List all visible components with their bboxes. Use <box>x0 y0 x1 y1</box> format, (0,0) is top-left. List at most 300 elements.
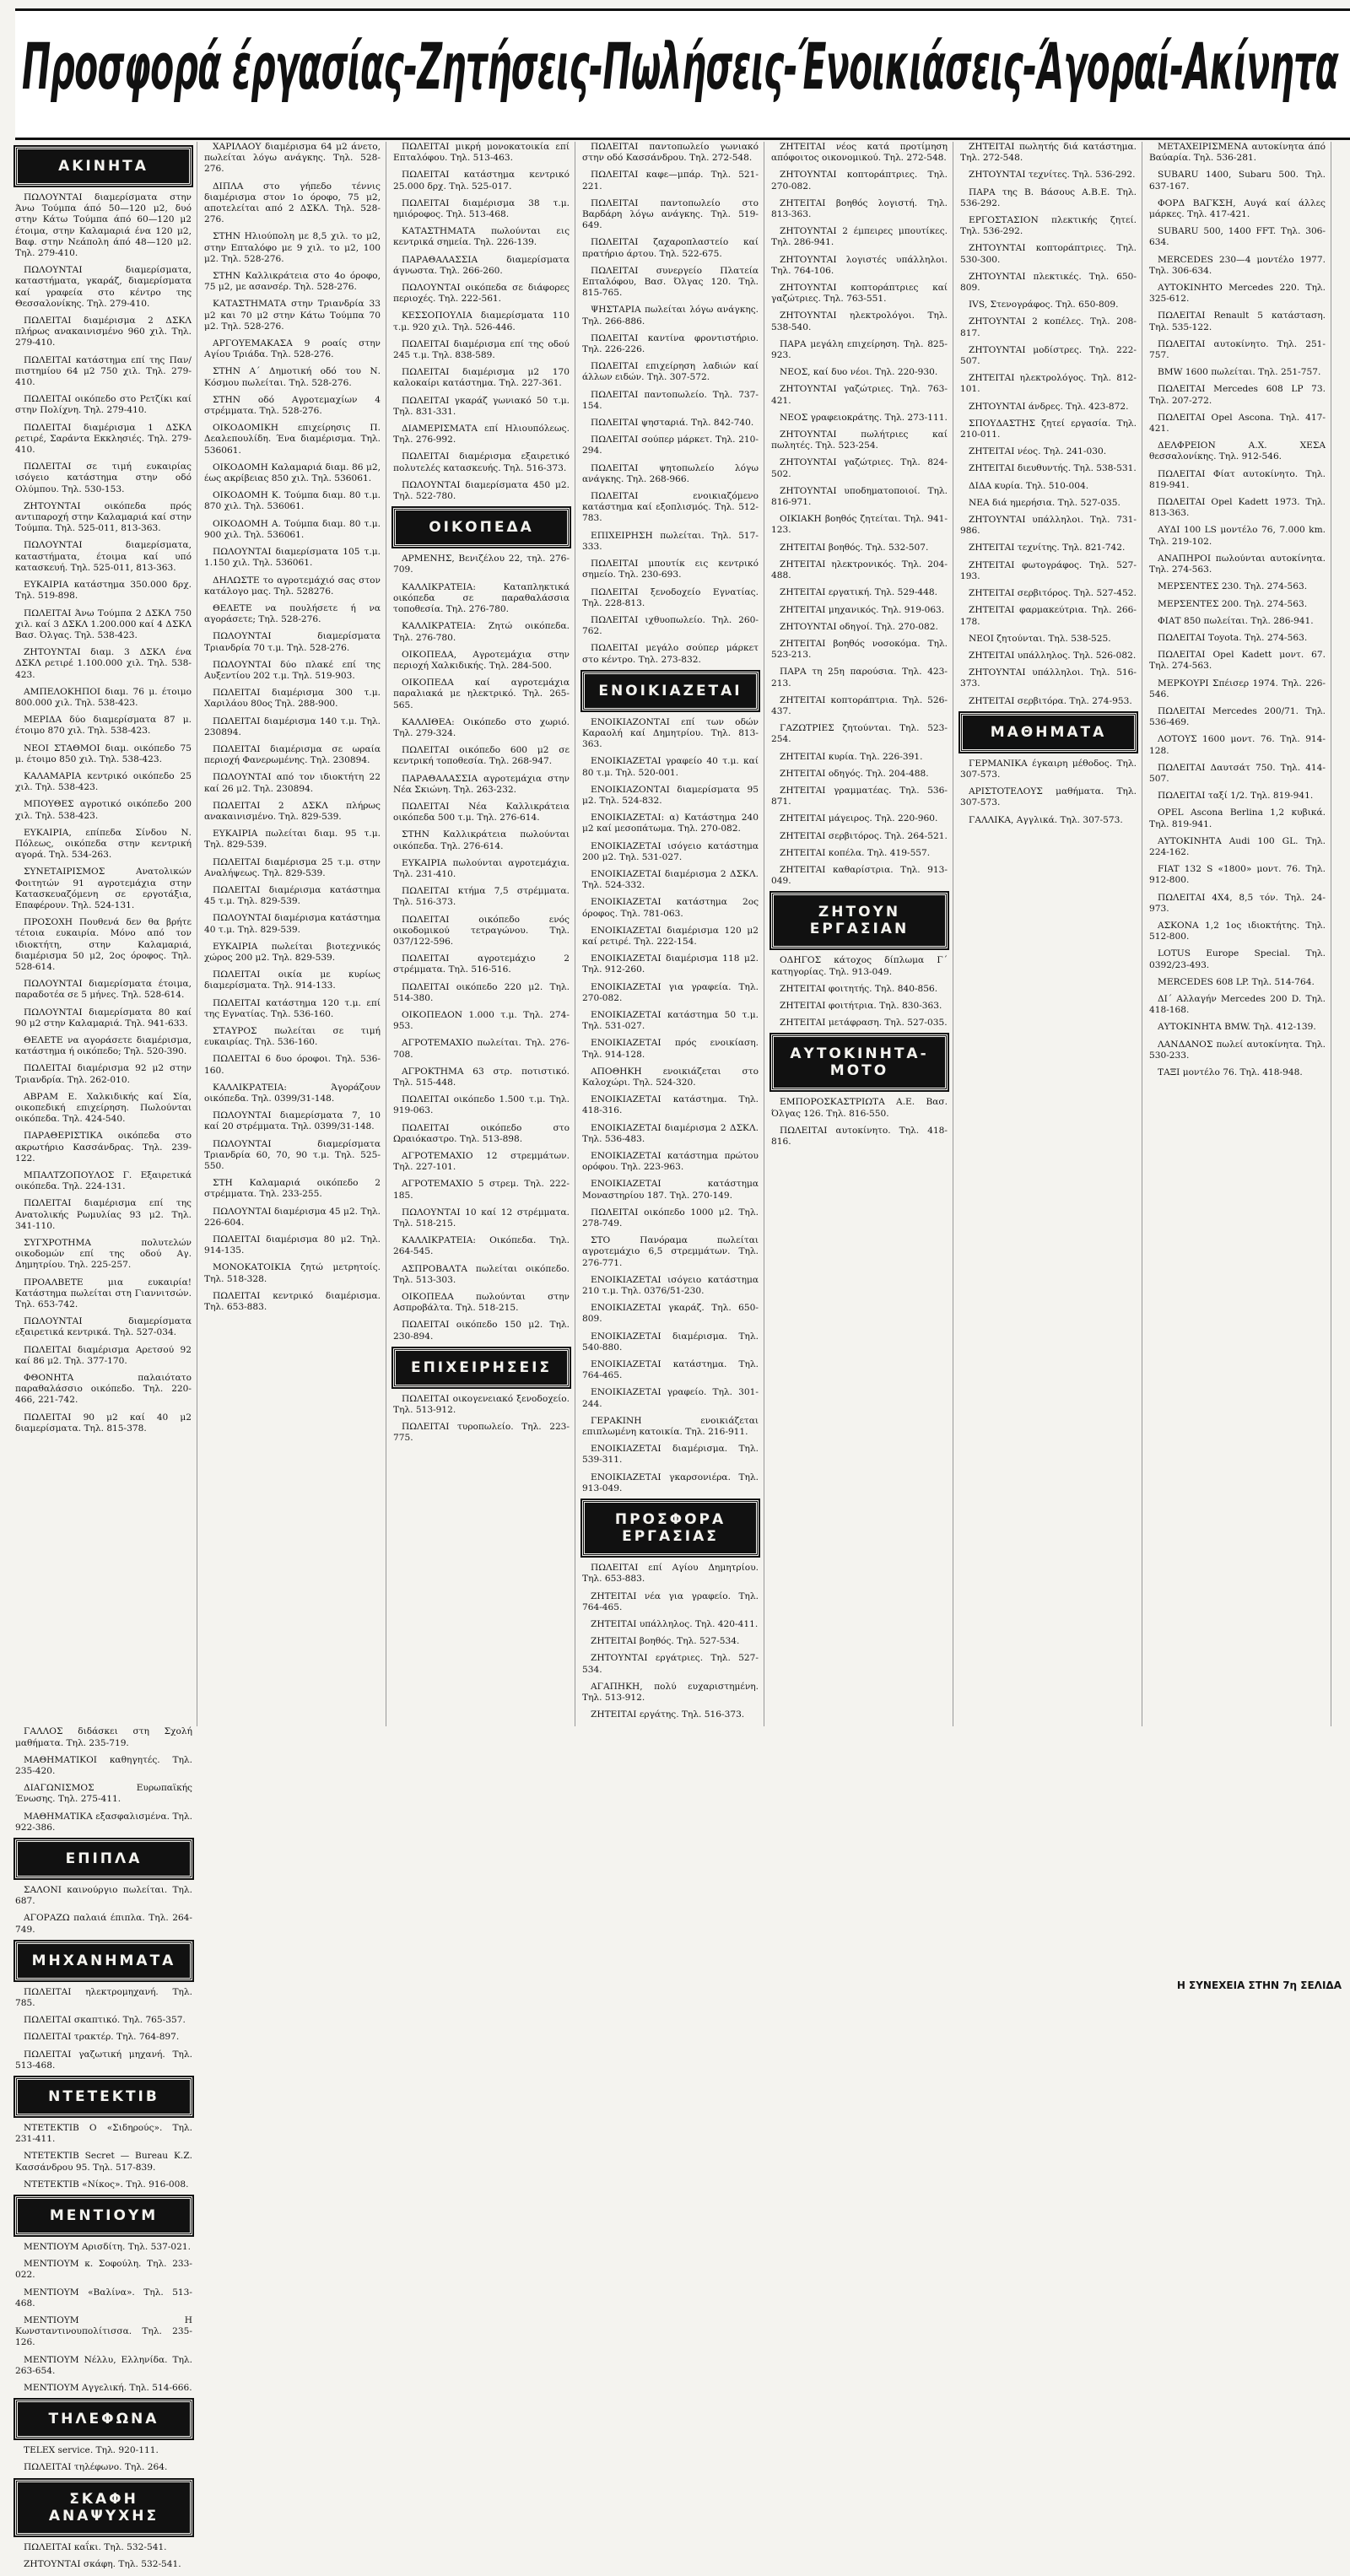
classified-ad: ΑΣΚΟΝΑ 1,2 1ος ιδιοκτήτης. Τηλ. 512-800. <box>1149 920 1326 942</box>
classified-ad: ΠΩΛΕΙΤΑΙ τρακτέρ. Τηλ. 764-897. <box>24 2032 180 2043</box>
classified-ad: ΠΩΛΕΙΤΑΙ μεγάλο σούπερ μάρκετ στο κέντρο. Τηλ. 273-832. <box>582 643 759 665</box>
classified-ad: ΠΩΛΟΥΝΤΑΙ διαμερίσματα 80 καί 90 μ2 στην Καλαμαριά. Τηλ. 941-633. <box>15 1007 192 1029</box>
classified-ad: ΠΩΛΕΙΤΑΙ διαμέρισμα 1 ΔΣΚΛ ρετιρέ, Σαράντα Εκκλησιές. Τηλ. 279-410. <box>15 422 192 456</box>
classified-ad: ΑΥΤΟΚΙΝΗΤΟ Mercedes 220. Τηλ. 325-612. <box>1149 283 1326 305</box>
classified-ad: ΠΩΛΕΙΤΑΙ διαμέρισμα σε ωραία περιοχή Φανερωμένης. Τηλ. 230894. <box>204 743 381 766</box>
classified-ad: ΟΔΗΓΟΣ κάτοχος δίπλωμα Γ΄ κατηγορίας. Τηλ. 913-049. <box>771 955 948 977</box>
classified-ad: ΖΗΤΟΥΝΤΑΙ σκάφη. Τηλ. 532-541. <box>24 2558 181 2569</box>
classified-ad: ΠΩΛΕΙΤΑΙ κατάστημα επί της Παν/πιστημίου 64 μ2 750 χιλ. Τηλ. 279-410. <box>15 354 192 388</box>
classified-ad: ΕΡΓΟΣΤΑΣΙΟΝ πλεκτικής ζητεί. Τηλ. 536-292. <box>960 215 1137 237</box>
column-1 <box>15 142 197 1726</box>
classified-ad: ΠΩΛΕΙΤΑΙ καφε—μπάρ. Τηλ. 521-221. <box>582 170 759 192</box>
classified-ad: ΠΩΛΕΙΤΑΙ καντίνα φροντιστήριο. Τηλ. 226-226. <box>582 332 759 355</box>
classified-ad: ΠΩΛΕΙΤΑΙ Opel Ascona. Τηλ. 417-421. <box>1149 412 1326 435</box>
classified-ad: ΣΤΑΥΡΟΣ πωλείται σε τιμή ευκαιρίας. Τηλ. 536-160. <box>204 1026 381 1048</box>
section-heading: ΕΠΙΧΕΙΡΗΣΕΙΣ <box>393 1348 570 1387</box>
classified-ad: ΠΩΛΕΙΤΑΙ σκαπτικό. Τηλ. 765-357. <box>24 2015 186 2026</box>
classified-ad: ΠΩΛΕΙΤΑΙ οικόπεδο στο Ωραιόκαστρο. Τηλ. 513-898. <box>393 1122 570 1144</box>
classified-ad: ΠΑΡΑ μεγάλη επιχείρηση. Τηλ. 825-923. <box>771 338 948 361</box>
classified-ad: ΖΗΤΕΙΤΑΙ σερβιτόρα. Τηλ. 274-953. <box>969 695 1132 706</box>
classified-ad: ΖΗΤΟΥΝΤΑΙ διαμ. 3 ΔΣΚΛ ένα ΔΣΚΛ ρετιρέ 1.100.000 χιλ. Τηλ. 538-423. <box>15 647 192 680</box>
classified-ad: ΟΙΚΟΠΕΔΑ καί αγροτεμάχια παραλιακά με ηλεκτρικό. Τηλ. 265-565. <box>393 678 570 710</box>
section-heading: ΠΡΟΣΦΟΡΑ ΕΡΓΑΣΙΑΣ <box>582 1500 759 1556</box>
column-6 <box>960 142 1142 1726</box>
classified-ad: ΔΙΔΑ κυρία. Τηλ. 510-004. <box>969 480 1089 491</box>
classified-ad: ΖΗΤΟΥΝΤΑΙ ηλεκτρολόγοι. Τηλ. 538-540. <box>771 311 948 332</box>
classified-ad: ΠΑΡΑΘΑΛΑΣΣΙΑ διαμερίσματα άγνωστα. Τηλ. 266-260. <box>393 254 570 276</box>
classified-ad: ΣΥΓΧΡΟΤΗΜΑ πολυτελών οικοδομών επί της οδού Αγ. Δημητρίου. Τηλ. 225-257. <box>15 1238 192 1271</box>
classified-ad: ΖΗΤΟΥΝΤΑΙ λογιστές υπάλληλοι. Τηλ. 764-106. <box>771 254 948 276</box>
classified-ad: ΚΑΛΛΙΘΕΑ: Οικόπεδο στο χωριό. Τηλ. 279-324. <box>393 716 570 738</box>
classified-ad: ΚΕΣΣΟΠΟΥΛΙΑ διαμερίσματα 110 τ.μ. 920 χιλ. Τηλ. 526-446. <box>393 311 570 332</box>
classified-ad: ΠΩΛΕΙΤΑΙ οικόπεδο στο Ρετζίκι καί στην Πολίχνη. Τηλ. 279-410. <box>15 394 192 416</box>
section-heading: ΜΑΘΗΜΑΤΑ <box>960 713 1137 752</box>
classified-ad: ΠΩΛΕΙΤΑΙ διαμέρισμα Αρετσού 92 καί 86 μ2. Τηλ. 377-170. <box>15 1344 192 1366</box>
classified-ad: ΖΗΤΟΥΝΤΑΙ πλεκτικές. Τηλ. 650-809. <box>960 271 1137 294</box>
classified-ad: ΠΩΛΕΙΤΑΙ διαμέρισμα 300 τ.μ. Χαριλάου 80ος Τηλ. 288-900. <box>204 688 381 710</box>
column-8 <box>15 1726 197 2576</box>
classified-ad: ΠΩΛΟΥΝΤΑΙ οικόπεδα σε διάφορες περιοχές. Τηλ. 222-561. <box>393 283 570 305</box>
classified-ad: ΠΩΛΕΙΤΑΙ παντοπωλείο γωνιακό στην οδό Κασσάνδρου. Τηλ. 272-548. <box>582 142 759 164</box>
classified-ad: ΚΑΛΛΙΚΡΑΤΕΙΑ: Άγοράζουν οικόπεδα. Τηλ. 0399/31-148. <box>204 1082 381 1104</box>
classified-ad: ΠΩΛΕΙΤΑΙ παντοπωλείο στο Βαρδάρη λόγω ανάγκης. Τηλ. 519-649. <box>582 197 759 231</box>
classified-ad: ΑΝΑΠΗΡΟΙ πωλούνται αυτοκίνητα. Τηλ. 274-563. <box>1149 553 1326 575</box>
classified-ad: ΠΩΛΕΙΤΑΙ Mercedes 608 LP 73. Τηλ. 207-272. <box>1149 384 1326 406</box>
section-heading: ΤΗΛΕΦΩΝΑ <box>15 2400 192 2438</box>
classified-ad: ΠΩΛΟΥΝΤΑΙ διαμερίσματα στην Άνω Τούμπα άπό 50—120 μ2, δυό στην Κάτω Τούμπα άπό 60—120 μ2 έτοιμα, στην Καλαμαριά ένα 120 μ2, Βαφ. στην Νεάπολη άπό 48—120 μ2. Τηλ. 279-410. <box>15 192 192 259</box>
classified-ad: ΕΝΟΙΚΙΑΖΕΤΑΙ γκαράζ. Τηλ. 650-809. <box>582 1303 759 1325</box>
classified-ad: ΕΝΟΙΚΙΑΖΕΤΑΙ κατάστημα πρώτου ορόφου. Τηλ. 223-963. <box>582 1151 759 1173</box>
classified-ad: ΕΝΟΙΚΙΑΖΕΤΑΙ διαμέρισμα 120 μ2 καί ρετιρέ. Τηλ. 222-154. <box>582 925 759 947</box>
classified-ad: ΠΩΛΟΥΝΤΑΙ δύο πλακέ επί της Αυξεντίου 202 τ.μ. Τηλ. 519-903. <box>204 659 381 681</box>
classified-ad: ΔΕΛΦΡΕΙΟΝ Α.Χ. ΧΕΣΑ θεσσαλονίκης. Τηλ. 912-546. <box>1149 440 1326 462</box>
classified-ad: ΖΗΤΕΙΤΑΙ υπάλληλος. Τηλ. 420-411. <box>591 1618 759 1629</box>
classified-ad: ΧΑΡΙΛΑΟΥ διαμέρισμα 64 μ2 άνετο, πωλείται λόγω ανάγκης. Τηλ. 528-276. <box>204 142 381 175</box>
classified-ad: ΠΩΛΕΙΤΑΙ κατάστημα 120 τ.μ. επί της Εγνατίας. Τηλ. 536-160. <box>204 997 381 1019</box>
classified-ad: ΜΕΝΤΙΟΥΜ Νέλλυ, Ελληνίδα. Τηλ. 263-654. <box>15 2354 192 2376</box>
classified-ad: ΖΗΤΟΥΝΤΑΙ πωλήτριες καί πωλητές. Τηλ. 523-254. <box>771 429 948 451</box>
classified-ad: ΠΩΛΕΙΤΑΙ ψησταριά. Τηλ. 842-740. <box>591 418 754 429</box>
classified-ad: ΔΙΑΓΩΝΙΣΜΟΣ Ευρωπαϊκής Ένωσης. Τηλ. 275-411. <box>15 1783 192 1805</box>
classified-ad: ΖΗΤΕΙΤΑΙ διευθυντής. Τηλ. 538-531. <box>969 463 1137 474</box>
classified-ad: ΖΗΤΟΥΝΤΑΙ οδηγοί. Τηλ. 270-082. <box>780 621 938 632</box>
classified-ad: ΠΑΡΑΘΕΡΙΣΤΙΚΑ οικόπεδα στο ακρωτήριο Κασσάνδρας. Τηλ. 239-122. <box>15 1131 192 1164</box>
classified-ad: ΕΝΟΙΚΙΑΖΕΤΑΙ γκαρσονιέρα. Τηλ. 913-049. <box>582 1472 759 1493</box>
classified-ad: ΠΩΛΕΙΤΑΙ διαμέρισμα 38 τ.μ. ημιόροφος. Τηλ. 513-468. <box>393 197 570 220</box>
classified-ad: ΑΡΜΕΝΗΣ, Βενιζέλου 22, τηλ. 276-709. <box>393 554 570 575</box>
classified-ad: ΜΕΝΤΙΟΥΜ Αρισδίτη. Τηλ. 537-021. <box>24 2242 191 2252</box>
classified-ad: ΖΗΤΕΙΤΑΙ τεχνίτης. Τηλ. 821-742. <box>969 543 1126 554</box>
classified-ad: ΜΕΡΙΔΑ δύο διαμερίσματα 87 μ. έτοιμο 870 χιλ. Τηλ. 538-423. <box>15 715 192 737</box>
classified-ad: ΠΩΛΟΥΝΤΑΙ από τον ιδιοκτήτη 22 καί 26 μ2. Τηλ. 230894. <box>204 772 381 794</box>
classified-ad: ΜΠΟΥΘΕΣ αγροτικό οικόπεδο 200 χιλ. Τηλ. 538-423. <box>15 799 192 821</box>
classified-ad: ΠΩΛΕΙΤΑΙ διαμέρισμα μ2 170 καλοκαίρι κατάστημα. Τηλ. 227-361. <box>393 367 570 389</box>
classified-ad: ΠΩΛΕΙΤΑΙ διαμέρισμα 2 ΔΣΚΛ πλήρως ανακαινισμένο 960 χιλ. Τηλ. 279-410. <box>15 316 192 348</box>
classified-ad: ΠΩΛΟΥΝΤΑΙ διαμερίσματα 7, 10 καί 20 στρέμματα. Τηλ. 0399/31-148. <box>204 1110 381 1132</box>
classified-ad: ΖΗΤΕΙΤΑΙ φοιτητής. Τηλ. 840-856. <box>780 983 938 994</box>
classified-ad: ΠΩΛΕΙΤΑΙ παντοπωλείο. Τηλ. 737-154. <box>582 389 759 411</box>
classified-ad: ΖΗΤΕΙΤΑΙ βοηθός. Τηλ. 527-534. <box>591 1636 740 1647</box>
classified-ad: ΖΗΤΟΥΝΤΑΙ άνδρες. Τηλ. 423-872. <box>969 401 1129 412</box>
classified-ad: ΔΙΠΛΑ στο γήπεδο τέννις διαμέρισμα στον 1ο όροφο, 75 μ2, αποτελείται από 2 ΔΣΚΛ. Τηλ. 528-276. <box>204 181 381 225</box>
classified-ad: ΖΗΤΕΙΤΑΙ εργατική. Τηλ. 529-448. <box>780 587 938 598</box>
classified-ad: ΠΩΛΟΥΝΤΑΙ διαμερίσματα 105 τ.μ. 1.150 χιλ. Τηλ. 536061. <box>204 547 381 569</box>
classified-ad: ΕΜΠΟΡΟΣΚΑΣΤΡΙΩΤΑ Α.Ε. Βασ. Όλγας 126. Τηλ. 816-550. <box>771 1097 948 1119</box>
classified-ad: ΖΗΤΕΙΤΑΙ κυρία. Τηλ. 226-391. <box>780 751 923 762</box>
classified-ad: SUBARU 500, 1400 FFT. Τηλ. 306-634. <box>1149 226 1326 248</box>
classified-ad: ΜΕΝΤΙΟΥΜ Αγγελική. Τηλ. 514-666. <box>24 2383 192 2394</box>
classified-ad: ΠΩΛΕΙΤΑΙ Δαυτσάτ 750. Τηλ. 414-507. <box>1149 762 1326 784</box>
classified-ad: ΠΩΛΟΥΝΤΑΙ διαμέρισμα κατάστημα 40 τ.μ. Τηλ. 829-539. <box>204 913 381 935</box>
classified-ad: ΖΗΤΕΙΤΑΙ βοηθός νοσοκόμα. Τηλ. 523-213. <box>771 638 948 661</box>
classified-ad: ΠΩΛΕΙΤΑΙ σε τιμή ευκαιρίας ισόγειο κατάστημα στην οδό Ολύμπου. Τηλ. 530-153. <box>15 462 192 494</box>
classified-ad: ΙVS, Στενογράφος. Τηλ. 650-809. <box>969 300 1119 311</box>
classified-ad: ΠΩΛΕΙΤΑΙ καΐκι. Τηλ. 532-541. <box>24 2541 167 2552</box>
classified-ad: ΚΑΛΛΙΚΡΑΤΕΙΑ: Ζητώ οικόπεδα. Τηλ. 276-780. <box>393 621 570 643</box>
classified-ad: ΠΩΛΕΙΤΑΙ οικογενειακό ξενοδοχείο. Τηλ. 513-912. <box>393 1393 570 1416</box>
section-heading: ΜΕΝΤΙΟΥΜ <box>15 2196 192 2235</box>
classified-ad: ΚΑΤΑΣΤΗΜΑΤΑ στην Τριανδρία 33 μ2 και 70 μ2 στην Κάτω Τούμπα 70 μ2. Τηλ. 528-276. <box>204 299 381 332</box>
classified-ad: ΟΙΚΟΔΟΜΗ Κ. Τούμπα διαμ. 80 τ.μ. 870 χιλ. Τηλ. 536061. <box>204 490 381 512</box>
classified-ad: ΕΝΟΙΚΙΑΖΟΝΤΑΙ διαμερίσματα 95 μ2. Τηλ. 524-832. <box>582 784 759 806</box>
page-title: Προσφορά έργασίας-Ζητήσεις-Πωλήσεις-Ένοικιάσεις-Άγοραί-Ακίνητα <box>22 30 1338 105</box>
classified-ad: ΟΙΚΟΔΟΜΗ Α. Τούμπα διαμ. 80 τ.μ. 900 χιλ. Τηλ. 536061. <box>204 518 381 540</box>
classified-ad: ΖΗΤΟΥΝΤΑΙ 2 έμπειρες μπουτίκες. Τηλ. 286-941. <box>771 226 948 248</box>
classified-ad: ΑΥΤΟΚΙΝΗΤΑ Audi 100 GL. Τηλ. 224-162. <box>1149 835 1326 857</box>
classified-ad: ΠΩΛΟΥΝΤΑΙ διαμέρισμα 45 μ2. Τηλ. 226-604. <box>204 1206 381 1228</box>
classified-ad: ΕΥΚΑΙΡΙΑ πωλούνται αγροτεμάχια. Τηλ. 231-410. <box>393 857 570 879</box>
classified-ad: ΚΑΛΛΙΚΡΑΤΕΙΑ: Καταπληκτικά οικόπεδα σε παραθαλάσσια τοποθεσία. Τηλ. 276-780. <box>393 581 570 615</box>
classified-ad: ΠΩΛΕΙΤΑΙ διαμέρισμα εξαιρετικό πολυτελές κατασκευής. Τηλ. 516-373. <box>393 451 570 473</box>
classified-ad: ΠΩΛΕΙΤΑΙ Νέα Καλλικράτεια οικόπεδα 500 τ.μ. Τηλ. 276-614. <box>393 801 570 824</box>
classified-ad: ΣΤΗ Καλαμαριά οικόπεδο 2 στρέμματα. Τηλ. 233-255. <box>204 1178 381 1200</box>
classified-ad: ΚΑΛΑΜΑΡΙΑ κεντρικό οικόπεδο 25 χιλ. Τηλ. 538-423. <box>15 770 192 793</box>
classified-ad: ΑΓΡΟΤΕΜΑΧΙΟ 12 στρεμμάτων. Τηλ. 227-101. <box>393 1151 570 1173</box>
classified-ad: ΠΩΛΕΙΤΑΙ διαμέρισμα επί της Ανατολικής Ρωμυλίας 93 μ2. Τηλ. 341-110. <box>15 1198 192 1231</box>
classified-ad: ΕΝΟΙΚΙΑΖΕΤΑΙ πρός ενοικίαση. Τηλ. 914-128. <box>582 1038 759 1060</box>
classified-ad: ΖΗΤΟΥΝΤΑΙ υποδηματοποιοί. Τηλ. 816-971. <box>771 485 948 508</box>
classified-ad: ΠΩΛΕΙΤΑΙ Mercedes 200/71. Τηλ. 536-469. <box>1149 705 1326 728</box>
classified-ad: ΠΩΛΕΙΤΑΙ κεντρικό διαμέρισμα. Τηλ. 653-883. <box>204 1290 381 1313</box>
classified-ad: ΠΩΛΕΙΤΑΙ διαμέρισμα 25 τ.μ. στην Αναλήψεως. Τηλ. 829-539. <box>204 856 381 878</box>
classified-ad: ΠΡΟΑΛΒΕΤΕ μια ευκαιρία! Κατάστημα πωλείται στη Γιαννιτσών. Τηλ. 653-742. <box>15 1277 192 1310</box>
classified-ad: ΠΑΡΑΘΑΛΑΣΣΙΑ αγροτεμάχια στην Νέα Σκιώνη. Τηλ. 263-232. <box>393 773 570 795</box>
classified-ad: ΠΩΛΕΙΤΑΙ διαμέρισμα κατάστημα 45 τ.μ. Τηλ. 829-539. <box>204 884 381 907</box>
classified-ad: ΔΗΛΩΣΤΕ το αγροτεμάχιό σας στον κατάλογο μας. Τηλ. 528276. <box>204 575 381 597</box>
classified-ad: ΖΗΤΕΙΤΑΙ καθαρίστρια. Τηλ. 913-049. <box>771 864 948 887</box>
classified-ad: ΕΝΟΙΚΙΑΖΕΤΑΙ κατάστημα 2ος όροφος. Τηλ. 781-063. <box>582 897 759 919</box>
classified-ad: ΘΕΛΕΤΕ να πουλήσετε ή να αγοράσετε; Τηλ. 528-276. <box>204 602 381 625</box>
classified-ad: ΓΑΖΩΤΡΙΕΣ ζητούνται. Τηλ. 523-254. <box>771 723 948 745</box>
classified-ad: ΖΗΤΕΙΤΑΙ κοπτοράπτρια. Τηλ. 526-437. <box>771 694 948 716</box>
classified-ad: ΖΗΤΟΥΝΤΑΙ κοπτοράπτριες καί γαζώτριες. Τηλ. 763-551. <box>771 283 948 305</box>
classified-ad: ΝΤΕΤΕΚΤΙΒ «Νίκος». Τηλ. 916-008. <box>24 2179 189 2190</box>
classified-ad: ΖΗΤΟΥΝΤΑΙ 2 κοπέλες. Τηλ. 208-817. <box>960 316 1137 338</box>
classified-ad: ΠΩΛΕΙΤΑΙ οικία με κυρίως διαμερίσματα. Τηλ. 914-133. <box>204 969 381 991</box>
classified-ad: ΖΗΤΕΙΤΑΙ φωτογράφος. Τηλ. 527-193. <box>960 559 1137 581</box>
classified-ad: ΔΙ΄ Αλλαγήν Mercedes 200 D. Τηλ. 418-168. <box>1149 993 1326 1016</box>
classified-ad: ΝΕΟΣ γραφειοκράτης. Τηλ. 273-111. <box>780 412 948 423</box>
classified-ad: ΚΑΛΛΙΚΡΑΤΕΙΑ: Οικόπεδα. Τηλ. 264-545. <box>393 1235 570 1257</box>
section-heading: ΜΗΧΑΝΗΜΑΤΑ <box>15 1941 192 1980</box>
classified-ad: ΕΥΚΑΙΡΙΑ πωλείται βιοτεχνικός χώρος 200 μ2. Τηλ. 829-539. <box>204 941 381 963</box>
classified-ad: ΑΡΙΣΤΟΤΕΛΟΥΣ μαθήματα. Τηλ. 307-573. <box>960 786 1137 808</box>
classified-ad: ΝΕΑ διά ημερήσια. Τηλ. 527-035. <box>969 497 1120 508</box>
classified-ad: ΜΕΤΑΧΕΙΡΙΣΜΕΝΑ αυτοκίνητα άπό Βαύαρία. Τηλ. 536-281. <box>1149 142 1326 164</box>
section-heading: ΑΚΙΝΗΤΑ <box>15 147 192 186</box>
classified-ad: ΖΗΤΕΙΤΑΙ βοηθός. Τηλ. 532-507. <box>780 542 929 553</box>
classified-ad: ΑΠΟΘΗΚΗ ενοικιάζεται στο Καλοχώρι. Τηλ. 524-320. <box>582 1066 759 1088</box>
classified-ad: ΖΗΤΟΥΝΤΑΙ υπάλληλοι. Τηλ. 731-986. <box>960 515 1137 537</box>
classified-ad: ΕΝΟΙΚΙΑΖΕΤΑΙ διαμέρισμα 2 ΔΣΚΛ. Τηλ. 536-483. <box>582 1122 759 1144</box>
classified-ad: ΠΩΛΕΙΤΑΙ κατάστημα κεντρικό 25.000 δρχ. Τηλ. 525-017. <box>393 170 570 192</box>
classified-ad: ΦΘΟΝΗΤΑ παλαιότατο παραθαλάσσιο οικόπεδο. Τηλ. 220-466, 221-742. <box>15 1373 192 1406</box>
classified-ad: ΑΓΡΟΤΕΜΑΧΙΟ 5 στρεμ. Τηλ. 222-185. <box>393 1179 570 1201</box>
classified-ad: ΚΑΤΑΣΤΗΜΑΤΑ πωλούνται εις κεντρικά σημεία. Τηλ. 226-139. <box>393 226 570 248</box>
section-heading: ΕΝΟΙΚΙΑΖΕΤΑΙ <box>582 672 759 710</box>
classified-ad: ΖΗΤΕΙΤΑΙ σερβιτόρος. Τηλ. 527-452. <box>969 588 1137 599</box>
classified-ad: ΠΩΛΕΙΤΑΙ αγροτεμάχιο 2 στρέμματα. Τηλ. 516-516. <box>393 953 570 975</box>
classified-ad: ΕΝΟΙΚΙΑΖΕΤΑΙ: α) Κατάστημα 240 μ2 καί μεσοπάτωμα. Τηλ. 270-082. <box>582 813 759 834</box>
classified-ad: FIAT 132 S «1800» μοντ. 76. Τηλ. 912-800. <box>1149 864 1326 886</box>
classified-ad: ΠΩΛΕΙΤΑΙ ξενοδοχείο Εγνατίας. Τηλ. 228-813. <box>582 586 759 608</box>
classified-ad: ΠΩΛΕΙΤΑΙ διαμέρισμα 92 μ2 στην Τριανδρία. Τηλ. 262-010. <box>15 1063 192 1085</box>
classified-ad: ΠΩΛΕΙΤΑΙ 6 δυο όροφοι. Τηλ. 536-160. <box>204 1054 381 1076</box>
classified-ad: ΝΤΕΤΕΚΤΙΒ Ο «Σιδηρούς». Τηλ. 231-411. <box>15 2122 192 2145</box>
classified-ad: ΕΝΟΙΚΙΑΖΕΤΑΙ κατάστημα. Τηλ. 418-316. <box>582 1094 759 1116</box>
classified-ad: ΖΗΤΕΙΤΑΙ υπάλληλος. Τηλ. 526-082. <box>969 650 1137 661</box>
classified-ad: ΕΝΟΙΚΙΑΖΕΤΑΙ κατάστημα 50 τ.μ. Τηλ. 531-027. <box>582 1009 759 1032</box>
classified-ad: ΠΩΛΕΙΤΑΙ οικόπεδο 220 μ2. Τηλ. 514-380. <box>393 981 570 1003</box>
classified-ad: ΜΑΘΗΜΑΤΙΚΑ εξασφαλισμένα. Τηλ. 922-386. <box>15 1811 192 1833</box>
classified-ad: SUBARU 1400, Subaru 500. Τηλ. 637-167. <box>1149 170 1326 192</box>
classified-ad: ΠΩΛΕΙΤΑΙ Τoyota. Τηλ. 274-563. <box>1158 632 1308 643</box>
classified-ad: ΠΑΡΑ τη 25η παρούσια. Τηλ. 423-213. <box>771 667 948 689</box>
classified-ad: ΖΗΤΕΙΤΑΙ ηλεκτρονικός. Τηλ. 204-488. <box>771 559 948 581</box>
classified-ad: ΠΩΛΕΙΤΑΙ ψητοπωλείο λόγω ανάγκης. Τηλ. 268-966. <box>582 462 759 484</box>
classified-ad: ΕΝΟΙΚΙΑΖΕΤΑΙ διαμέρισμα 2 ΔΣΚΛ. Τηλ. 524-332. <box>582 868 759 891</box>
classified-ad: ΣΤΗΝ οδό Αγροτεμαχίων 4 στρέμματα. Τηλ. 528-276. <box>204 394 381 417</box>
classified-ad: ΜΕΡΣΕΝΤΕΣ 230. Τηλ. 274-563. <box>1158 581 1308 592</box>
classified-ad: ΕΝΟΙΚΙΑΖΕΤΑΙ διαμέρισμα. Τηλ. 540-880. <box>582 1331 759 1353</box>
classified-ad: ΑΓΟΡΑΖΩ παλαιά έπιπλα. Τηλ. 264-749. <box>15 1913 192 1935</box>
classified-ad: ΔΙΑΜΕΡΙΣΜΑΤΑ επί Ηλιουπόλεως. Τηλ. 276-992. <box>393 424 570 446</box>
classified-ad: ΖΗΤΟΥΝΤΑΙ γαζώτριες. Τηλ. 824-502. <box>771 457 948 479</box>
classified-ad: ΠΩΛΕΙΤΑΙ κτήμα 7,5 στρέμματα. Τηλ. 516-373. <box>393 886 570 908</box>
classified-ad: ΠΩΛΕΙΤΑΙ διαμέρισμα επί της οδού 245 τ.μ. Τηλ. 838-589. <box>393 338 570 361</box>
classified-ad: ΖΗΤΕΙΤΑΙ βοηθός λογιστή. Τηλ. 813-363. <box>771 197 948 220</box>
classified-ad: ΕΥΚΑΙΡΙΑ, επίπεδα Σίνδου Ν. Πόλεως, οικόπεδα στην κεντρική αγορά. Τηλ. 534-263. <box>15 827 192 861</box>
classified-ad: ΕΝΟΙΚΙΑΖΕΤΑΙ γραφείο. Τηλ. 301-244. <box>582 1387 759 1409</box>
classified-ad: ΠΩΛΕΙΤΑΙ Άνω Τούμπα 2 ΔΣΚΛ 750 χιλ. καί 3 ΔΣΚΛ 1.200.000 καί 4 ΔΣΚΛ Βασ. Όλγας. Τηλ. 538-423. <box>15 608 192 640</box>
column-7 <box>1149 142 1331 1726</box>
classified-ad: ΕΝΟΙΚΙΑΖΕΤΑΙ για γραφεία. Τηλ. 270-082. <box>582 981 759 1003</box>
classified-ad: ΣΤΟ Πανόραμα πωλείται αγροτεμάχιο 6,5 στρεμμάτων. Τηλ. 276-771. <box>582 1235 759 1268</box>
classified-ad: ΑΓΑΠΗΚΗ, πολύ ευχαριστημένη. Τηλ. 513-912. <box>582 1681 759 1703</box>
section-heading: ΟΙΚΟΠΕΔΑ <box>393 508 570 547</box>
classified-ad: ΠΩΛΟΥΝΤΑΙ διαμερίσματα, καταστήματα, γκαράζ, διαμερίσματα καί γραφεία στο κέντρο της Θεσσαλονίκης. Τηλ. 279-410. <box>15 265 192 309</box>
classified-ad: ΠΩΛΕΙΤΑΙ επί Αγίου Δημητρίου. Τηλ. 653-883. <box>582 1563 759 1585</box>
classified-ad: ΦΙΑΤ 850 πωλείται. Τηλ. 286-941. <box>1158 615 1314 626</box>
classified-ad: ΓΕΡΑΚΙΝΗ ενοικιάζεται επιπλωμένη κατοικία. Τηλ. 216-911. <box>582 1415 759 1438</box>
classified-ad: ΣΤΗΝ Καλλικράτεια πωλούνται οικόπεδα. Τηλ. 276-614. <box>393 829 570 851</box>
classified-ad: ΜΕΝΤΙΟΥΜ Η Κωνσταντινουπολίτισσα. Τηλ. 235-126. <box>15 2315 192 2348</box>
classified-ad: TELEX service. Τηλ. 920-111. <box>24 2445 159 2456</box>
classified-ad: ΑΓΡΟΤΕΜΑΧΙΟ πωλείται. Τηλ. 276-708. <box>393 1038 570 1060</box>
classified-ad: ΖΗΤΕΙΤΑΙ ηλεκτρολόγος. Τηλ. 812-101. <box>960 373 1137 395</box>
classified-ad: ΠΩΛΕΙΤΑΙ οικόπεδο 150 μ2. Τηλ. 230-894. <box>393 1320 570 1342</box>
classified-ad: ΠΩΛΟΥΝΤΑΙ διαμερίσματα Τριανδρία 70 τ.μ. Τηλ. 528-276. <box>204 631 381 653</box>
classified-ad: ΖΗΤΕΙΤΑΙ φοιτήτρια. Τηλ. 830-363. <box>780 1000 942 1011</box>
classified-ad: ΠΩΛΕΙΤΑΙ οικόπεδο 1.500 τ.μ. Τηλ. 919-063. <box>393 1094 570 1116</box>
classified-ad: ΠΩΛΕΙΤΑΙ αυτοκίνητο. Τηλ. 251-757. <box>1149 338 1326 361</box>
classified-ad: ΕΥΚΑΙΡΙΑ κατάστημα 350.000 δρχ. Τηλ. 519-898. <box>15 580 192 602</box>
classified-ad: ΑΥΤΟΚΙΝΗΤΑ BMW. Τηλ. 412-139. <box>1158 1022 1316 1033</box>
classified-ad: ΖΗΤΟΥΝΤΑΙ κοπτοράπτριες. Τηλ. 270-082. <box>771 170 948 192</box>
classified-ad: ΟΙΚΟΔΟΜΙΚΗ επιχείρησις Π. Δεαλεπουλίδη. Ένα διαμέρισμα. Τηλ. 536061. <box>204 423 381 456</box>
classified-ad: ΑΒΡΑΜ Ε. Χαλκιδικής καί Σία, οικοπεδική επιχείρηση. Πωλούνται οικόπεδα. Τηλ. 424-540. <box>15 1091 192 1125</box>
classified-ad: ΤΑΞΙ μοντέλο 76. Τηλ. 418-948. <box>1158 1067 1303 1077</box>
classified-ad: ΠΩΛΕΙΤΑΙ τυροπωλείο. Τηλ. 223-775. <box>393 1422 570 1444</box>
page-banner <box>15 8 1350 140</box>
classified-ad: ΖΗΤΕΙΤΑΙ κοπέλα. Τηλ. 419-557. <box>780 847 931 858</box>
classified-ad: ΖΗΤΕΙΤΑΙ μετάφραση. Τηλ. 527-035. <box>780 1018 948 1029</box>
column-4 <box>582 142 764 1726</box>
classified-ad: ΠΩΛΕΙΤΑΙ σούπερ μάρκετ. Τηλ. 210-294. <box>582 435 759 456</box>
classified-ad: ΠΩΛΟΥΝΤΑΙ διαμερίσματα 450 μ2. Τηλ. 522-780. <box>393 479 570 502</box>
classified-ad: ΣΤΗΝ Ηλιούπολη με 8,5 χιλ. το μ2, στην Επταλόφο με 9 χιλ. το μ2, 100 μ2. Τηλ. 528-276. <box>204 231 381 264</box>
classified-ad: ΠΩΛΕΙΤΑΙ μικρή μονοκατοικία επί Επταλόφου. Τηλ. 513-463. <box>393 142 570 164</box>
classified-ad: ΠΩΛΕΙΤΑΙ ενοικιαζόμενο κατάστημα καί εξοπλισμός. Τηλ. 512-783. <box>582 491 759 524</box>
classified-ad: ΕΠΙΧΕΙΡΗΣΗ πωλείται. Τηλ. 517-333. <box>582 530 759 552</box>
classified-ad: ΣΤΗΝ Καλλικράτεια στο 4ο όροφο, 75 μ2, με ασανσέρ. Τηλ. 528-276. <box>204 271 381 293</box>
classified-ad: ΕΝΟΙΚΙΑΖΟΝΤΑΙ επί των οδών Καραολή καί Δημητρίου. Τηλ. 813-363. <box>582 716 759 750</box>
classified-ad: ΖΗΤΟΥΝΤΑΙ τεχνίτες. Τηλ. 536-292. <box>969 170 1136 181</box>
classified-ad: ΕΝΟΙΚΙΑΖΕΤΑΙ διαμέρισμα. Τηλ. 539-311. <box>582 1444 759 1466</box>
classified-ad: ΣΠΟΥΔΑΣΤΗΣ ζητεί εργασία. Τηλ. 210-011. <box>960 418 1137 440</box>
classified-ad: ΠΩΛΕΙΤΑΙ γαζωτική μηχανή. Τηλ. 513-468. <box>15 2049 192 2071</box>
section-heading: ΝΤΕΤΕΚΤΙΒ <box>15 2077 192 2116</box>
classified-ad: ΖΗΤΟΥΝΤΑΙ γαζώτριες. Τηλ. 763-421. <box>771 384 948 406</box>
classified-ad: ΠΩΛΕΙΤΑΙ Opel Kadett 1973. Τηλ. 813-363. <box>1149 497 1326 519</box>
classified-ad: LOTUS Europe Special. Τηλ. 0392/23-493. <box>1149 948 1326 970</box>
classified-ad: ΨΗΣΤΑΡΙΑ πωλείται λόγω ανάγκης. Τηλ. 266-886. <box>582 305 759 327</box>
classified-ad: OPEL Ascona Berlina 1,2 κυβικά. Τηλ. 819-941. <box>1149 807 1326 829</box>
classified-ad: ΣΥΝΕΤΑΙΡΙΣΜΟΣ Ανατολικών Φοιτητών 91 αγροτεμάχια στην Κατασκευαζόμενη σε εργοτάξια, Επαφέρουν. Τηλ. 524-131. <box>15 867 192 910</box>
classified-ad: ΦΟΡΔ ΒΑΓΚΣΗ, Αυγά καί άλλες μάρκες. Τηλ. 417-421. <box>1149 197 1326 220</box>
classified-ad: ΖΗΤΕΙΤΑΙ νέος. Τηλ. 241-030. <box>969 446 1107 457</box>
classified-ad: ΠΑΡΑ της Β. Βάσους Α.Β.Ε. Τηλ. 536-292. <box>960 186 1137 208</box>
classified-ad: ΕΝΟΙΚΙΑΖΕΤΑΙ ισόγειο κατάστημα 210 τ.μ. Τηλ. 0376/51-230. <box>582 1274 759 1297</box>
classified-ad: ΠΩΛΕΙΤΑΙ διαμέρισμα 80 μ2. Τηλ. 914-135. <box>204 1234 381 1256</box>
classified-ad: ΜΕΝΤΙΟΥΜ κ. Σοφούλη. Τηλ. 233-022. <box>15 2259 192 2281</box>
classified-ad: ΠΩΛΕΙΤΑΙ 2 ΔΣΚΛ πλήρως ανακαινισμένο. Τηλ. 829-539. <box>204 800 381 822</box>
classified-ad: MERCEDES 608 LP. Τηλ. 514-764. <box>1158 976 1315 987</box>
classified-ad: ΠΩΛΕΙΤΑΙ συνεργείο Πλατεία Επταλόφου, Βασ. Όλγας 120. Τηλ. 815-765. <box>582 265 759 299</box>
section-heading: ΖΗΤΟΥΝ ΕΡΓΑΣΙΑΝ <box>771 893 948 948</box>
classifieds-columns <box>15 142 1331 2569</box>
classified-ad: ΠΩΛΕΙΤΑΙ αυτοκίνητο. Τηλ. 418-816. <box>771 1125 948 1147</box>
classified-ad: ΖΗΤΟΥΝΤΑΙ μοδίστρες. Τηλ. 222-507. <box>960 344 1137 367</box>
classified-ad: ΠΩΛΕΙΤΑΙ επιχείρηση λαδιών καί άλλων ειδών. Τηλ. 307-572. <box>582 361 759 383</box>
classified-ad: ΖΗΤΕΙΤΑΙ νέα για γραφείο. Τηλ. 764-465. <box>582 1590 759 1612</box>
classified-ad: ΑΥΔΙ 100 LS μοντέλο 76, 7.000 km. Τηλ. 219-102. <box>1149 525 1326 547</box>
classified-ad: ΠΩΛΕΙΤΑΙ ιχθυοπωλείο. Τηλ. 260-762. <box>582 614 759 637</box>
classified-ad: ΠΩΛΕΙΤΑΙ τηλέφωνο. Τηλ. 264. <box>24 2462 168 2473</box>
classified-ad: ΑΓΡΟΚΤΗΜΑ 63 στρ. ποτιστικό. Τηλ. 515-448. <box>393 1066 570 1088</box>
classified-ad: ΠΡΟΣΟΧΗ Πουθενά δεν θα βρήτε τέτοια ευκαιρία. Μόνο από τον ιδιοκτήτη, στην Καλαμαριά, διαμέρισμα 50 μ2, 2ος όροφος. Τηλ. 528-614. <box>15 917 192 972</box>
section-heading: ΕΠΙΠΛΑ <box>15 1839 192 1878</box>
classified-ad: ΟΙΚΟΠΕΔΑ, Αγροτεμάχια στην περιοχή Χαλκιδικής. Τηλ. 284-500. <box>393 649 570 671</box>
classified-ad: ΠΩΛΟΥΝΤΑΙ διαμερίσματα Τριανδρία 60, 70, 90 τ.μ. Τηλ. 525-550. <box>204 1138 381 1172</box>
classified-ad: ΖΗΤΟΥΝΤΑΙ υπάλληλοι. Τηλ. 516-373. <box>960 667 1137 689</box>
classified-ad: ΟΙΚΟΔΟΜΗ Καλαμαριά διαμ. 86 μ2, έως ακρίβειας 850 χιλ. Τηλ. 536061. <box>204 462 381 484</box>
classified-ad: ΖΗΤΕΙΤΑΙ μάγειρος. Τηλ. 220-960. <box>780 813 938 824</box>
classified-ad: ΖΗΤΕΙΤΑΙ οδηγός. Τηλ. 204-488. <box>780 768 929 779</box>
classified-ad: ΖΗΤΕΙΤΑΙ νέος κατά προτίμηση απόφοιτος οικονομικού. Τηλ. 272-548. <box>771 142 948 164</box>
classified-ad: ΕΝΟΙΚΙΑΖΕΤΑΙ γραφείο 40 τ.μ. καί 80 τ.μ. Τηλ. 520-001. <box>582 756 759 778</box>
classified-ad: ΓΑΛΛΟΣ διδάσκει στη Σχολή μαθήματα. Τηλ. 235-719. <box>15 1726 192 1748</box>
classified-ad: BMW 1600 πωλείται. Τηλ. 251-757. <box>1158 367 1321 378</box>
classified-ad: ΖΗΤΕΙΤΑΙ εργάτης. Τηλ. 516-373. <box>591 1709 745 1720</box>
classified-ad: ΜΑΘΗΜΑΤΙΚΟΙ καθηγητές. Τηλ. 235-420. <box>15 1754 192 1776</box>
classified-ad: ΑΣΠΡΟΒΑΛΤΑ πωλείται οικόπεδο. Τηλ. 513-303. <box>393 1263 570 1285</box>
classified-ad: ΠΩΛΕΙΤΑΙ Φίατ αυτοκίνητο. Τηλ. 819-941. <box>1149 468 1326 490</box>
classified-ad: ΝΕΟΣ, καί δυο νέοι. Τηλ. 220-930. <box>780 367 938 378</box>
classified-ad: ΛΑΝΔΑΝΟΣ πωλεί αυτοκίνητα. Τηλ. 530-233. <box>1149 1039 1326 1061</box>
classified-ad: ΕΝΟΙΚΙΑΖΕΤΑΙ κατάστημα Μοναστηρίου 187. Τηλ. 270-149. <box>582 1179 759 1201</box>
classified-ad: ΝΕΟΙ ΣΤΑΘΜΟΙ διαμ. οικόπεδο 75 μ. έτοιμο 850 χιλ. Τηλ. 538-423. <box>15 743 192 764</box>
classified-ad: ΕΥΚΑΙΡΙΑ πωλείται διαμ. 95 τ.μ. Τηλ. 829-539. <box>204 829 381 851</box>
classified-ad: ΠΩΛΟΥΝΤΑΙ διαμερίσματα εξαιρετικά κεντρικά. Τηλ. 527-034. <box>15 1316 192 1338</box>
section-heading: ΑΥΤΟΚΙΝΗΤΑ-ΜΟΤΟ <box>771 1034 948 1090</box>
classified-ad: ΟΙΚΙΑΚΗ βοηθός ζητείται. Τηλ. 941-123. <box>771 514 948 536</box>
classified-ad: ΠΩΛΕΙΤΑΙ γκαράζ γωνιακό 50 τ.μ. Τηλ. 831-331. <box>393 395 570 417</box>
classified-ad: ΠΩΛΕΙΤΑΙ ζαχαροπλαστείο καί πρατήριο άρτου. Τηλ. 522-675. <box>582 237 759 259</box>
classified-ad: ΠΩΛΕΙΤΑΙ οικόπεδο 600 μ2 σε κεντρική τοποθεσία. Τηλ. 268-947. <box>393 745 570 767</box>
classified-ad: ΠΩΛΕΙΤΑΙ ταξί 1/2. Τηλ. 819-941. <box>1158 791 1314 802</box>
classified-ad: ΜΠΑΛΤΖΟΠΟΥΛΟΣ Γ. Εξαιρετικά οικόπεδα. Τηλ. 224-131. <box>15 1170 192 1192</box>
classified-ad: ΣΤΗΝ Α΄ Δημοτική οδό του Ν. Κόσμου πωλείται. Τηλ. 528-276. <box>204 366 381 388</box>
column-5 <box>771 142 953 1726</box>
classified-ad: ΕΝΟΙΚΙΑΖΕΤΑΙ κατάστημα. Τηλ. 764-465. <box>582 1359 759 1381</box>
classified-ad: ΖΗΤΕΙΤΑΙ γραμματέας. Τηλ. 536-871. <box>771 785 948 807</box>
classified-ad: ΠΩΛΕΙΤΑΙ μπουτίκ εις κεντρικό σημείο. Τηλ. 230-693. <box>582 559 759 581</box>
classified-ad: ΑΜΠΕΛΟΚΗΠΟΙ διαμ. 76 μ. έτοιμο 800.000 χιλ. Τηλ. 538-423. <box>15 686 192 708</box>
classified-ad: ΘΕΛΕΤΕ να αγοράσετε διαμέρισμα, κατάστημα ή οικόπεδο; Τηλ. 520-390. <box>15 1035 192 1057</box>
classified-ad: ΕΝΟΙΚΙΑΖΕΤΑΙ ισόγειο κατάστημα 200 μ2. Τηλ. 531-027. <box>582 840 759 862</box>
classified-ad: ΜΕΡΣΕΝΤΕΣ 200. Τηλ. 274-563. <box>1158 598 1308 609</box>
classified-ad: ΠΩΛΕΙΤΑΙ ηλεκτρομηχανή. Τηλ. 785. <box>15 1986 192 2008</box>
classified-ad: ΣΑΛΟΝΙ καινούργιο πωλείται. Τηλ. 687. <box>15 1884 192 1907</box>
classified-ad: ΠΩΛΕΙΤΑΙ οικόπεδο 1000 μ2. Τηλ. 278-749. <box>582 1207 759 1229</box>
classified-ad: ΠΩΛΕΙΤΑΙ 90 μ2 καί 40 μ2 διαμερίσματα. Τηλ. 815-378. <box>15 1412 192 1434</box>
classified-ad: ΜΕΝΤΙΟΥΜ «Βαλίνα». Τηλ. 513-468. <box>15 2287 192 2309</box>
classified-ad: ΖΗΤΟΥΝΤΑΙ οικόπεδα πρός αντιπαροχή στην Καλαμαριά καί στην Τούμπα. Τηλ. 525-011, 813-363. <box>15 500 192 534</box>
classified-ad: ΖΗΤΕΙΤΑΙ μηχανικός. Τηλ. 919-063. <box>780 604 945 615</box>
classified-ad: ΠΩΛΕΙΤΑΙ Opel Kadett μοντ. 67. Τηλ. 274-563. <box>1149 650 1326 672</box>
classified-ad: ΑΡΓΟΥΕΜΑΚΑΣΑ 9 ροαίς στην Αγίου Τριάδα. Τηλ. 528-276. <box>204 338 381 360</box>
classified-ad: ΠΩΛΟΥΝΤΑΙ 10 καί 12 στρέμματα. Τηλ. 518-215. <box>393 1207 570 1229</box>
classified-ad: ΟΙΚΟΠΕΔΑ πωλούνται στην Ασπροβάλτα. Τηλ. 518-215. <box>393 1292 570 1314</box>
continuation-note: Η ΣΥΝΕΧΕΙΑ ΣΤΗΝ 7η ΣΕΛΙΔΑ <box>1176 1979 1342 1991</box>
classified-ad: ΖΗΤΟΥΝΤΑΙ κοπτοράπτριες. Τηλ. 530-300. <box>960 243 1137 265</box>
classified-ad: ΟΙΚΟΠΕΔΟΝ 1.000 τ.μ. Τηλ. 274-953. <box>393 1009 570 1032</box>
classified-ad: ΛΟΤΟΥΣ 1600 μοντ. 76. Τηλ. 914-128. <box>1149 734 1326 756</box>
classified-ad: ΠΩΛΕΙΤΑΙ διαμέρισμα 140 τ.μ. Τηλ. 230894. <box>204 716 381 737</box>
classified-ad: ΠΩΛΕΙΤΑΙ Renault 5 κατάσταση. Τηλ. 535-122. <box>1149 311 1326 332</box>
classified-ad: ΝΤΕΤΕΚΤΙΒ Secret — Bureau Κ.Ζ. Κασσάνδρου 95. Τηλ. 517-839. <box>15 2151 192 2173</box>
